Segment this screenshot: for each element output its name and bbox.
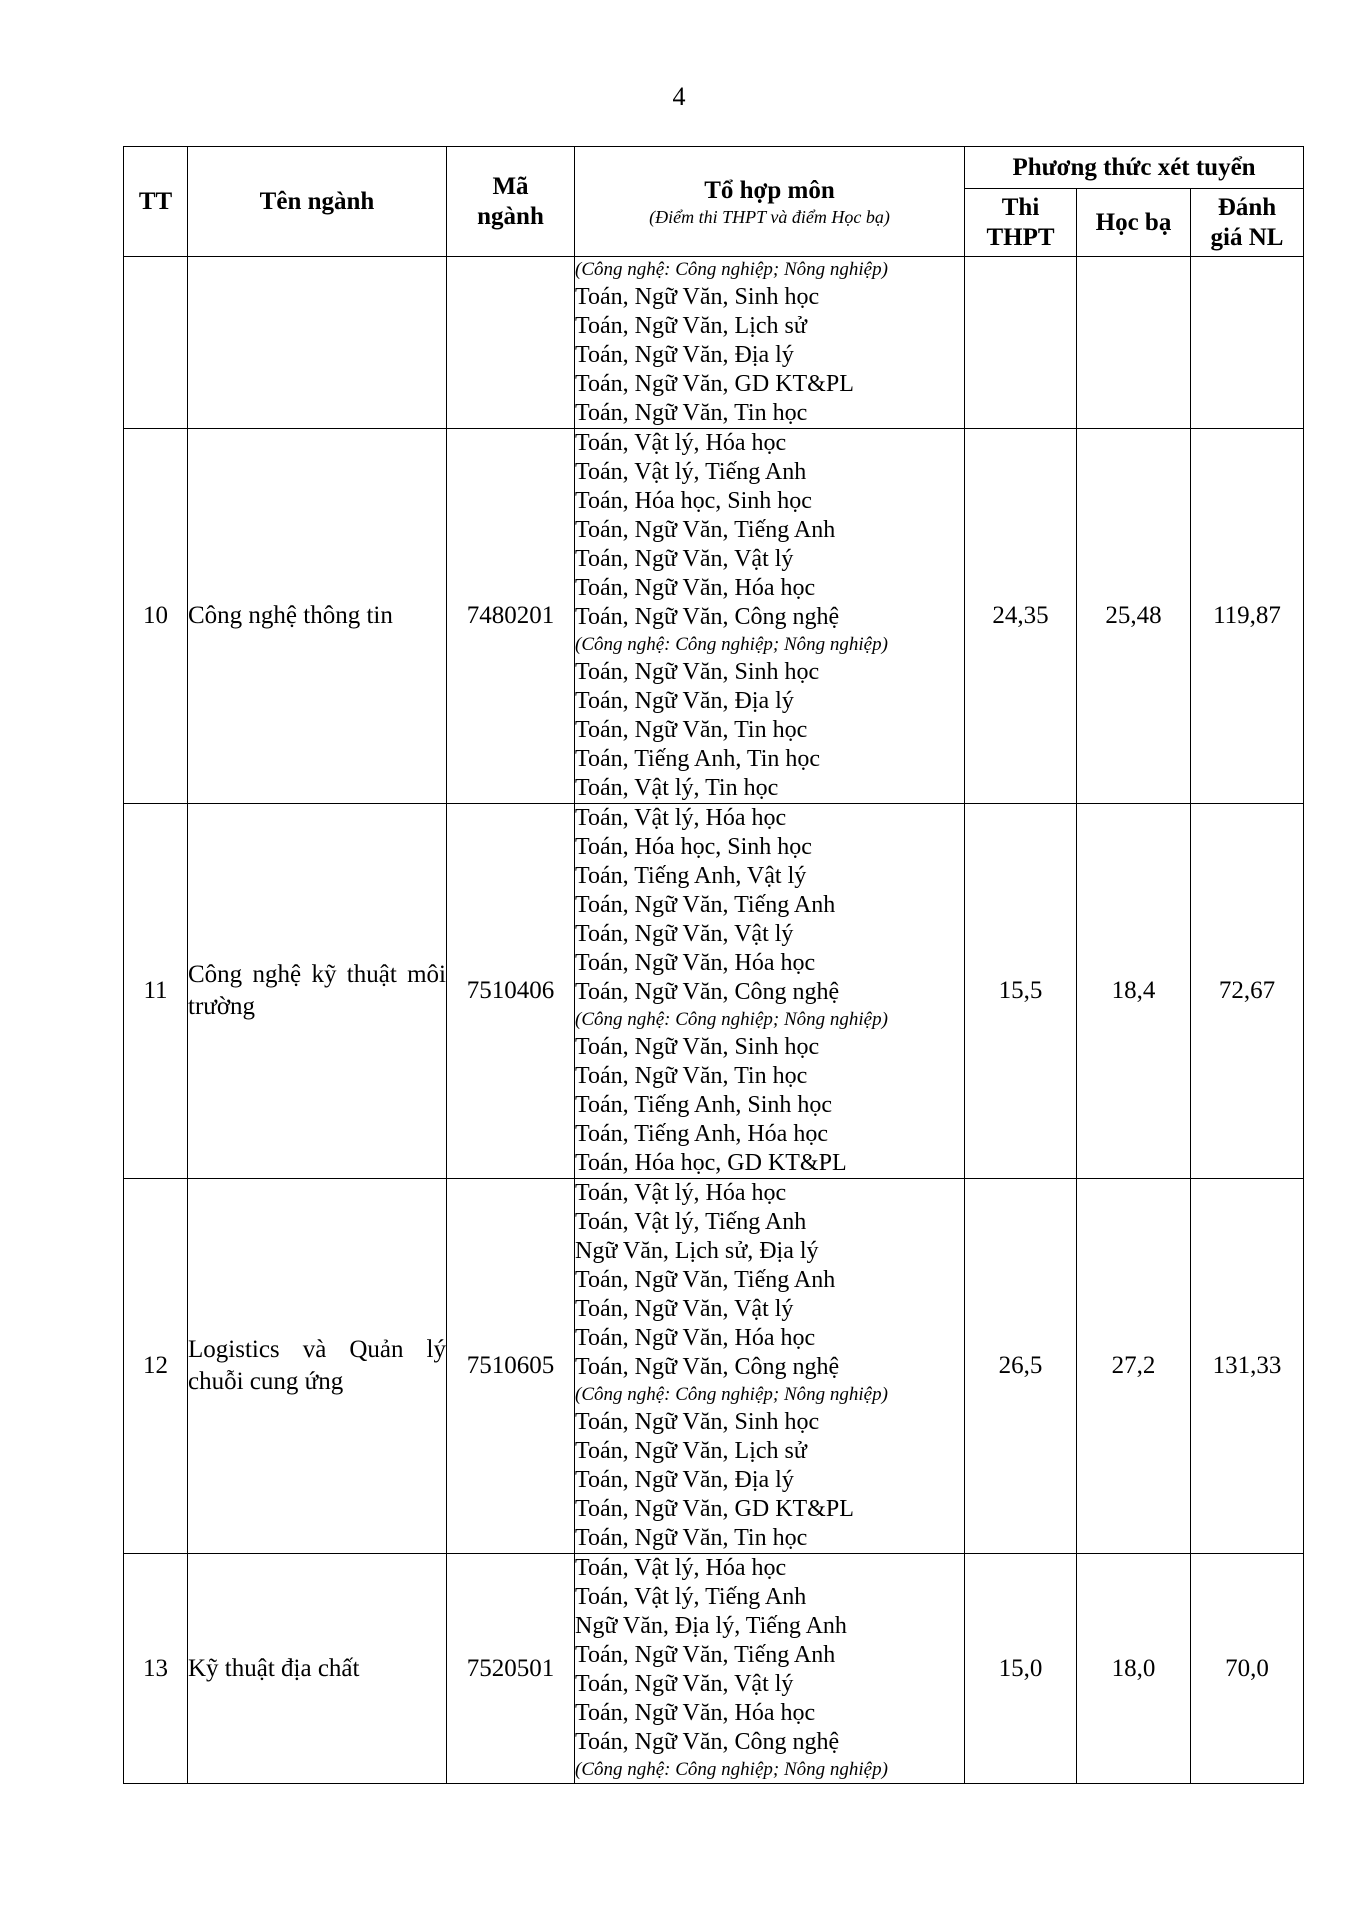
subject-combination: Toán, Ngữ Văn, Sinh học (575, 1034, 820, 1060)
subject-combination: Toán, Vật lý, Hóa học (575, 1180, 787, 1206)
subject-combination: Toán, Ngữ Văn, Công nghệ (575, 604, 840, 630)
row-score-hoc-ba (1077, 257, 1191, 429)
subject-combination: Toán, Ngữ Văn, Hóa học (575, 1325, 816, 1351)
subject-combination: Toán, Ngữ Văn, Tiếng Anh (575, 892, 836, 918)
subject-combination: Toán, Hóa học, GD KT&PL (575, 1150, 847, 1176)
header-thi-thpt-line1: Thi (1001, 193, 1040, 221)
row-tt: 13 (124, 1554, 188, 1784)
admission-table (123, 146, 1304, 1784)
header-to-hop-mon-note: (Điểm thi THPT và điểm Học bạ) (649, 206, 890, 227)
subject-note: (Công nghệ: Công nghiệp; Nông nghiệp) (575, 259, 888, 280)
header-to-hop-mon-title: Tổ hợp môn (704, 176, 835, 204)
row-tt: 11 (124, 804, 188, 1179)
subject-combination: Ngữ Văn, Lịch sử, Địa lý (575, 1238, 819, 1264)
row-subject-combinations (575, 1179, 965, 1554)
row-tt: 12 (124, 1179, 188, 1554)
row-major-code: 7510406 (447, 804, 575, 1179)
header-ma-nganh-line1: Mã (492, 172, 529, 200)
subject-combination: Toán, Ngữ Văn, Vật lý (575, 921, 794, 947)
subject-note: (Công nghệ: Công nghiệp; Nông nghiệp) (575, 1759, 888, 1780)
row-score-thpt: 26,5 (965, 1179, 1077, 1554)
row-tt (124, 257, 188, 429)
subject-combination: Toán, Tiếng Anh, Hóa học (575, 1121, 828, 1147)
header-tt: TT (124, 147, 188, 257)
subject-combination: Toán, Hóa học, Sinh học (575, 488, 812, 514)
row-score-dgnl: 72,67 (1191, 804, 1304, 1179)
subject-combination: Toán, Ngữ Văn, Vật lý (575, 1296, 794, 1322)
subject-combination: Toán, Ngữ Văn, Tiếng Anh (575, 517, 836, 543)
header-danh-gia-line1: Đánh (1217, 193, 1277, 221)
subject-combination: Toán, Hóa học, Sinh học (575, 834, 812, 860)
header-ma-nganh (447, 147, 575, 257)
row-score-hoc-ba: 18,0 (1077, 1554, 1191, 1784)
subject-combination: Toán, Ngữ Văn, Tin học (575, 1525, 808, 1551)
row-score-dgnl: 70,0 (1191, 1554, 1304, 1784)
row-major-code: 7480201 (447, 429, 575, 804)
subject-note: (Công nghệ: Công nghiệp; Nông nghiệp) (575, 1009, 888, 1030)
subject-combination: Toán, Ngữ Văn, Hóa học (575, 575, 816, 601)
header-danh-gia-line2: giá NL (1210, 223, 1284, 251)
subject-combination: Toán, Ngữ Văn, Hóa học (575, 1700, 816, 1726)
row-score-dgnl: 119,87 (1191, 429, 1304, 804)
subject-combination: Toán, Ngữ Văn, GD KT&PL (575, 1496, 854, 1522)
subject-combination: Toán, Ngữ Văn, Sinh học (575, 1409, 820, 1435)
row-score-thpt: 15,5 (965, 804, 1077, 1179)
subject-combination: Toán, Vật lý, Tin học (575, 775, 779, 801)
row-subject-combinations (575, 429, 965, 804)
subject-combination: Toán, Ngữ Văn, Tiếng Anh (575, 1642, 836, 1668)
table-row (124, 257, 1304, 429)
row-subject-combinations (575, 1554, 965, 1784)
subject-combination: Toán, Ngữ Văn, Công nghệ (575, 979, 840, 1005)
row-score-dgnl: 131,33 (1191, 1179, 1304, 1554)
subject-combination: Toán, Vật lý, Hóa học (575, 430, 787, 456)
header-to-hop-mon (575, 147, 965, 257)
subject-combination: Toán, Tiếng Anh, Vật lý (575, 863, 807, 889)
row-score-thpt: 15,0 (965, 1554, 1077, 1784)
subject-combination: Toán, Vật lý, Tiếng Anh (575, 1584, 807, 1610)
row-score-hoc-ba: 27,2 (1077, 1179, 1191, 1554)
table-row (124, 804, 1304, 1179)
subject-combination: Toán, Ngữ Văn, Công nghệ (575, 1354, 840, 1380)
header-phuong-thuc: Phương thức xét tuyển (965, 147, 1304, 189)
table-row (124, 1179, 1304, 1554)
subject-combination: Toán, Ngữ Văn, Lịch sử (575, 1438, 807, 1464)
row-score-thpt (965, 257, 1077, 429)
row-major-name: Kỹ thuật địa chất (188, 1554, 447, 1784)
subject-combination: Toán, Ngữ Văn, Tin học (575, 1063, 808, 1089)
row-subject-combinations (575, 804, 965, 1179)
row-score-dgnl (1191, 257, 1304, 429)
subject-combination: Toán, Ngữ Văn, Vật lý (575, 546, 794, 572)
page-number: 4 (672, 82, 686, 111)
subject-combination: Toán, Vật lý, Tiếng Anh (575, 1209, 807, 1235)
header-thi-thpt (965, 189, 1077, 257)
row-major-name (188, 257, 447, 429)
row-major-name: Công nghệ thông tin (188, 429, 447, 804)
subject-combination: Toán, Ngữ Văn, Hóa học (575, 950, 816, 976)
subject-combination: Toán, Ngữ Văn, Địa lý (575, 688, 794, 714)
header-ten-nganh: Tên ngành (188, 147, 447, 257)
row-major-code: 7520501 (447, 1554, 575, 1784)
row-major-code (447, 257, 575, 429)
table-row (124, 429, 1304, 804)
table-header (124, 147, 1304, 257)
row-subject-combinations (575, 257, 965, 429)
subject-combination: Toán, Ngữ Văn, Tin học (575, 717, 808, 743)
row-tt: 10 (124, 429, 188, 804)
subject-combination: Toán, Ngữ Văn, Vật lý (575, 1671, 794, 1697)
header-danh-gia-nl (1191, 189, 1304, 257)
header-ma-nganh-line2: ngành (477, 202, 544, 230)
subject-combination: Ngữ Văn, Địa lý, Tiếng Anh (575, 1613, 847, 1639)
subject-combination: Toán, Ngữ Văn, GD KT&PL (575, 371, 854, 397)
table-row (124, 1554, 1304, 1784)
subject-note: (Công nghệ: Công nghiệp; Nông nghiệp) (575, 634, 888, 655)
subject-combination: Toán, Ngữ Văn, Sinh học (575, 659, 820, 685)
subject-combination: Toán, Vật lý, Hóa học (575, 805, 787, 831)
header-hoc-ba: Học bạ (1077, 189, 1191, 257)
row-score-hoc-ba: 25,48 (1077, 429, 1191, 804)
subject-combination: Toán, Ngữ Văn, Địa lý (575, 342, 794, 368)
header-thi-thpt-line2: THPT (986, 223, 1055, 251)
subject-combination: Toán, Tiếng Anh, Tin học (575, 746, 821, 772)
row-major-code: 7510605 (447, 1179, 575, 1554)
subject-combination: Toán, Ngữ Văn, Công nghệ (575, 1729, 840, 1755)
table-body (124, 257, 1304, 1784)
subject-note: (Công nghệ: Công nghiệp; Nông nghiệp) (575, 1384, 888, 1405)
row-major-name: Công nghệ kỹ thuật môi trường (188, 804, 447, 1179)
subject-combination: Toán, Ngữ Văn, Tiếng Anh (575, 1267, 836, 1293)
row-score-hoc-ba: 18,4 (1077, 804, 1191, 1179)
subject-combination: Toán, Ngữ Văn, Tin học (575, 400, 808, 426)
row-score-thpt: 24,35 (965, 429, 1077, 804)
subject-combination: Toán, Vật lý, Tiếng Anh (575, 459, 807, 485)
subject-combination: Toán, Ngữ Văn, Địa lý (575, 1467, 794, 1493)
row-major-name: Logistics và Quản lý chuỗi cung ứng (188, 1179, 447, 1554)
subject-combination: Toán, Ngữ Văn, Sinh học (575, 284, 820, 310)
subject-combination: Toán, Vật lý, Hóa học (575, 1555, 787, 1581)
subject-combination: Toán, Ngữ Văn, Lịch sử (575, 313, 807, 339)
subject-combination: Toán, Tiếng Anh, Sinh học (575, 1092, 833, 1118)
